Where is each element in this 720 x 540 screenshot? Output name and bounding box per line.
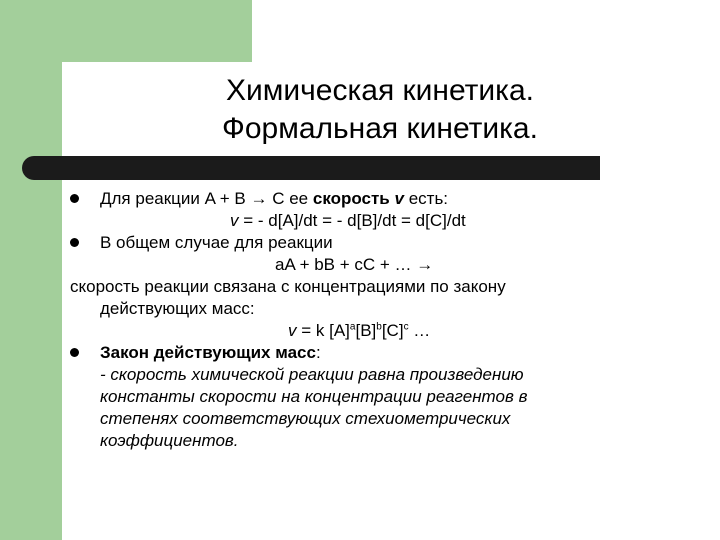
bullet-3-bold: Закон действующих масс <box>100 343 316 362</box>
paragraph-line-1 <box>70 276 630 298</box>
eq2-text: aA + bB + cC + … <box>275 255 412 274</box>
equation-rate <box>70 210 630 232</box>
eq3-exp-a: a <box>349 321 356 333</box>
bullet-1-text: Для реакции A + B <box>100 189 246 208</box>
paragraph-text-1: скорость реакции связана с концентрациями по закону <box>70 277 506 296</box>
definition-line-3 <box>70 408 630 430</box>
arrow-icon: → <box>416 255 434 274</box>
equation-mass-action <box>70 320 630 342</box>
title-divider-bar <box>22 156 600 180</box>
eq3-c: [C] <box>381 321 404 340</box>
bullet-2-text: В общем случае для реакции <box>100 233 333 252</box>
bullet-1-end: есть: <box>408 189 449 208</box>
paragraph-line-2 <box>70 298 630 320</box>
title-line-1: Химическая кинетика. <box>226 74 534 107</box>
decor-green-top <box>0 0 252 62</box>
definition-line-1 <box>70 364 630 386</box>
eq3-ellipsis: … <box>413 321 431 340</box>
slide-body <box>70 188 630 452</box>
eq3-a: = k [A] <box>301 321 350 340</box>
bullet-2 <box>70 232 630 254</box>
eq3-exp-b: b <box>376 321 382 333</box>
eq3-b: [B] <box>355 321 377 340</box>
decor-rounded-corner <box>62 62 122 122</box>
eq3-velocity: v <box>288 321 297 340</box>
definition-line-2 <box>70 386 630 408</box>
velocity-symbol: v <box>394 189 404 208</box>
definition-text-1: - скорость химической реакции равна произведению <box>100 365 524 384</box>
eq1-text: = - d[A]/dt = - d[B]/dt = d[C]/dt <box>243 211 466 230</box>
bullet-1-bold: скорость <box>312 189 390 208</box>
slide-title <box>120 72 640 148</box>
bullet-1 <box>70 188 630 210</box>
bullet-1-mid: C ее <box>272 189 309 208</box>
definition-text-3: степенях соответствующих стехиометрических <box>100 409 511 428</box>
definition-text-2: константы скорости на концентрации реагентов в <box>100 387 528 406</box>
bullet-3 <box>70 342 630 364</box>
decor-green-left <box>0 0 62 540</box>
bullet-dot-icon <box>70 348 79 357</box>
bullet-dot-icon <box>70 238 79 247</box>
bullet-dot-icon <box>70 194 79 203</box>
paragraph-text-2: действующих масс: <box>100 299 255 318</box>
bullet-3-colon: : <box>315 343 321 362</box>
eq3-exp-c: c <box>403 321 409 333</box>
definition-text-4: коэффициентов. <box>100 431 239 450</box>
arrow-icon: → <box>250 189 268 208</box>
eq1-velocity: v <box>230 211 239 230</box>
equation-general-reaction <box>70 254 630 276</box>
title-line-2: Формальная кинетика. <box>222 112 538 145</box>
definition-line-4 <box>70 430 630 452</box>
